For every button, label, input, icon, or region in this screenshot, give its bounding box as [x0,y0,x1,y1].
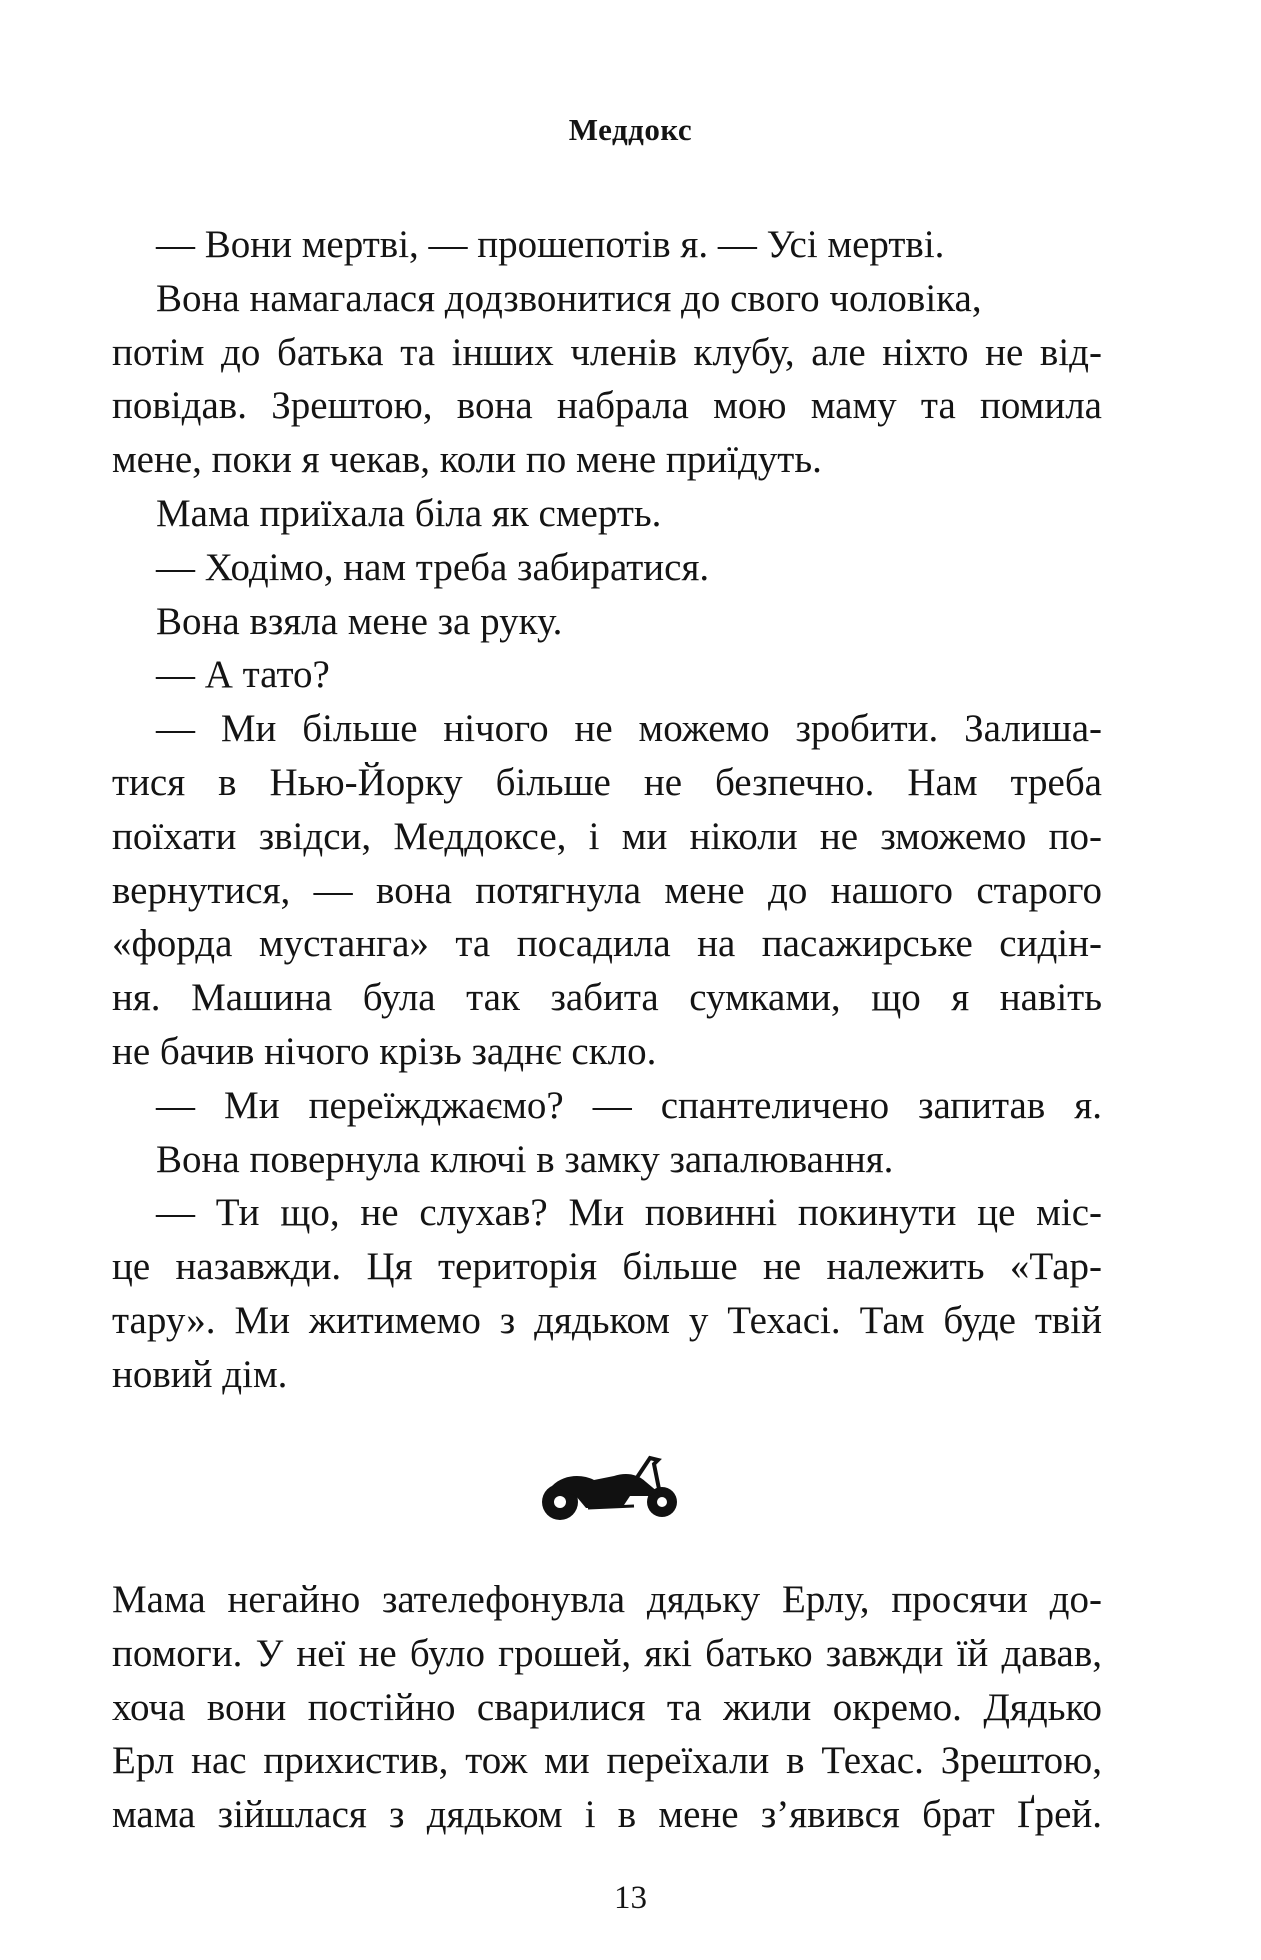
text-line: — Ти що, не слухав? Ми повинні покинути це міс- [156,1191,1102,1235]
text-line: помоги. У неї не було грошей, які батько завжди їй давав, [112,1631,1102,1675]
text-line: — Ходімо, нам треба забиратися. [156,545,710,589]
text-line: тися в Нью-Йорку більше не безпечно. Нам треба [112,760,1102,804]
text-line: Мама негайно зателефонувла дядьку Ерлу, просячи до- [112,1578,1102,1621]
text-line: — Ми переїжджаємо? — спантеличено запитав я. [156,1083,1102,1127]
text-line: мама зійшлася з дядьком і в мене з’явився брат Ґрей. [112,1793,1102,1837]
text-line: Вона намагалася додзвонитися до свого чоловіка, [156,276,982,320]
text-line: вернутися, — вона потягнула мене до нашого старого [112,868,1102,912]
text-line: — Вони мертві, — прошепотів я. — Усі мертві. [156,223,945,266]
page-number: 13 [614,1880,647,1916]
text-line: це назавжди. Ця територія більше не належить «Тар- [112,1245,1102,1289]
text-line: Ерл нас прихистив, тож ми переїхали в Техас. Зрештою, [112,1739,1102,1783]
running-header: Меддокс [568,112,693,147]
text-block-1 [112,218,1102,1402]
text-line: поїхати звідси, Меддоксе, і ми ніколи не зможемо по- [112,814,1102,858]
text-line: Вона повернула ключі в замку запалювання. [156,1137,894,1181]
text-line: Мама приїхала біла як смерть. [156,491,662,535]
text-block-2 [112,1573,1102,1842]
motorcycle-icon [530,1446,690,1526]
text-line: Вона взяла мене за руку. [156,599,563,643]
text-line: — А тато? [156,653,330,697]
text-line: повідав. Зрештою, вона набрала мою маму та помила [112,384,1102,428]
text-line: «форда мустанга» та посадила на пасажирське сидін- [112,922,1102,966]
text-line: новий дім. [112,1352,288,1396]
text-line: мене, поки я чекав, коли по мене приїдуть. [112,438,822,482]
text-line: — Ми більше нічого не можемо зробити. Залиша- [156,707,1102,751]
text-line: не бачив нічого крізь заднє скло. [112,1029,657,1073]
text-line: ня. Машина була так забита сумками, що я навіть [112,976,1102,1020]
text-line: тару». Ми житимемо з дядьком у Техасі. Там буде твій [112,1298,1102,1342]
text-line: потім до батька та інших членів клубу, але ніхто не від- [112,330,1102,374]
text-line: хоча вони постійно сварилися та жили окремо. Дядько [112,1685,1102,1729]
